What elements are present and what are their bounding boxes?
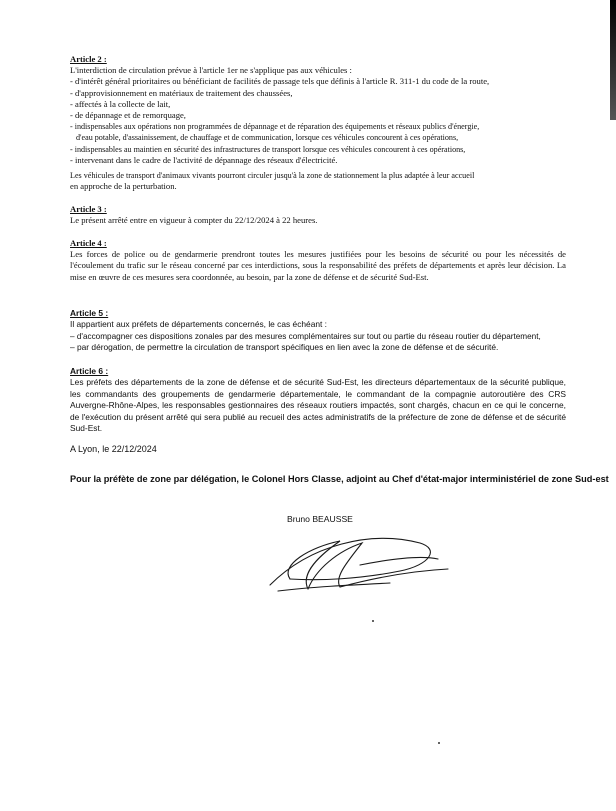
signature-stroke — [308, 543, 362, 589]
signature-stroke — [360, 557, 438, 565]
article-6-text: Les préfets des départements de la zone de défense et de sécurité Sud-Est, les directeurs départementaux de la sécurité publique, les commandants des groupements de gendarmerie départementale, le commandant de la compagnie autoroutière des CRS Auvergne-Rhône-Alpes, les responsables gestionnaires des réseaux routiers impactés, sont chargés, chacun en ce qui le concerne, de l'exécution du présent arrêté qui sera publié au recueil des actes administratifs de la préfecture de zone de défense et de sécurité Sud-Est. — [70, 377, 566, 434]
animals-line: en approche de la perturbation. — [70, 181, 177, 192]
article-5-line: Il appartient aux préfets de départements concernés, le cas échéant : — [70, 319, 327, 330]
article-2-line: d'eau potable, d'assainissement, de chauffage et de communication, lorsque ces véhicules concourent à ces opérations, — [76, 133, 459, 143]
article-6 — [70, 366, 566, 434]
scan-speck — [372, 620, 374, 622]
article-3-text: Le présent arrêté entre en vigueur à compter du 22/12/2024 à 22 heures. — [70, 215, 318, 226]
article-2-line: - de dépannage et de remorquage, — [70, 110, 186, 121]
scan-edge-mark — [610, 0, 616, 120]
signer-name: Bruno BEAUSSE — [287, 514, 353, 524]
signature-stroke — [278, 583, 390, 591]
article-5-line: – par dérogation, de permettre la circulation de transport spécifiques en lien avec la zone de défense et de sécurité. — [70, 342, 499, 353]
article-2-line: - indispensables aux opérations non programmées de dépannage et de réparation des équipements et réseaux publics d'énergie, — [70, 122, 480, 132]
date-line: A Lyon, le 22/12/2024 — [70, 444, 157, 454]
article-2-animals — [70, 170, 566, 192]
signature-authority-line: Pour la préfète de zone par délégation, le Colonel Hors Classe, adjoint au Chef d'état-major interministériel de zone Sud-est — [70, 474, 609, 484]
article-2 — [70, 54, 566, 166]
article-3-heading: Article 3 : — [70, 204, 107, 214]
article-5-heading: Article 5 : — [70, 308, 109, 318]
article-2-line: - indispensables au maintien en sécurité des infrastructures de transport lorsque ces véhicules concourent à ces opérations, — [70, 144, 466, 154]
article-4-heading: Article 4 : — [70, 238, 107, 248]
article-5 — [70, 308, 566, 354]
article-6-heading: Article 6 : — [70, 366, 109, 376]
signature-stroke — [288, 541, 340, 589]
animals-line: Les véhicules de transport d'animaux vivants pourront circuler jusqu'à la zone de stationnement la plus adaptée à leur accueil — [70, 171, 475, 180]
handwritten-signature — [250, 525, 460, 605]
article-2-line: - d'approvisionnement en matériaux de traitement des chaussées, — [70, 87, 293, 98]
article-2-line: L'interdiction de circulation prévue à l'article 1er ne s'applique pas aux véhicules : — [70, 65, 352, 76]
article-4-text: Les forces de police ou de gendarmerie prendront toutes les mesures justifiées pour les besoins de sécurité ou pour les nécessités de l'écoulement du trafic sur le réseau concerné par ces interdictions, sous la responsabilité des préfets de départements et après leur décision. La mise en œuvre de ces mesures sera coordonnée, au besoin, par la zone de défense et de sécurité Sud-Est. — [70, 249, 566, 282]
article-2-line: - affectés à la collecte de lait, — [70, 98, 171, 109]
article-2-line: - intervenant dans le cadre de l'activité de dépannage des réseaux d'électricité. — [70, 154, 338, 165]
article-4 — [70, 238, 566, 283]
article-5-line: – d'accompagner ces dispositions zonales par des mesures complémentaires sur tout ou partie du réseau routier du département, — [70, 331, 541, 341]
article-2-heading: Article 2 : — [70, 54, 107, 64]
article-2-line: - d'intérêt général prioritaires ou bénéficiant de facilités de passage tels que définis à l'article R. 311-1 du code de la route, — [70, 76, 490, 87]
article-3 — [70, 204, 566, 226]
scan-speck — [438, 742, 440, 744]
